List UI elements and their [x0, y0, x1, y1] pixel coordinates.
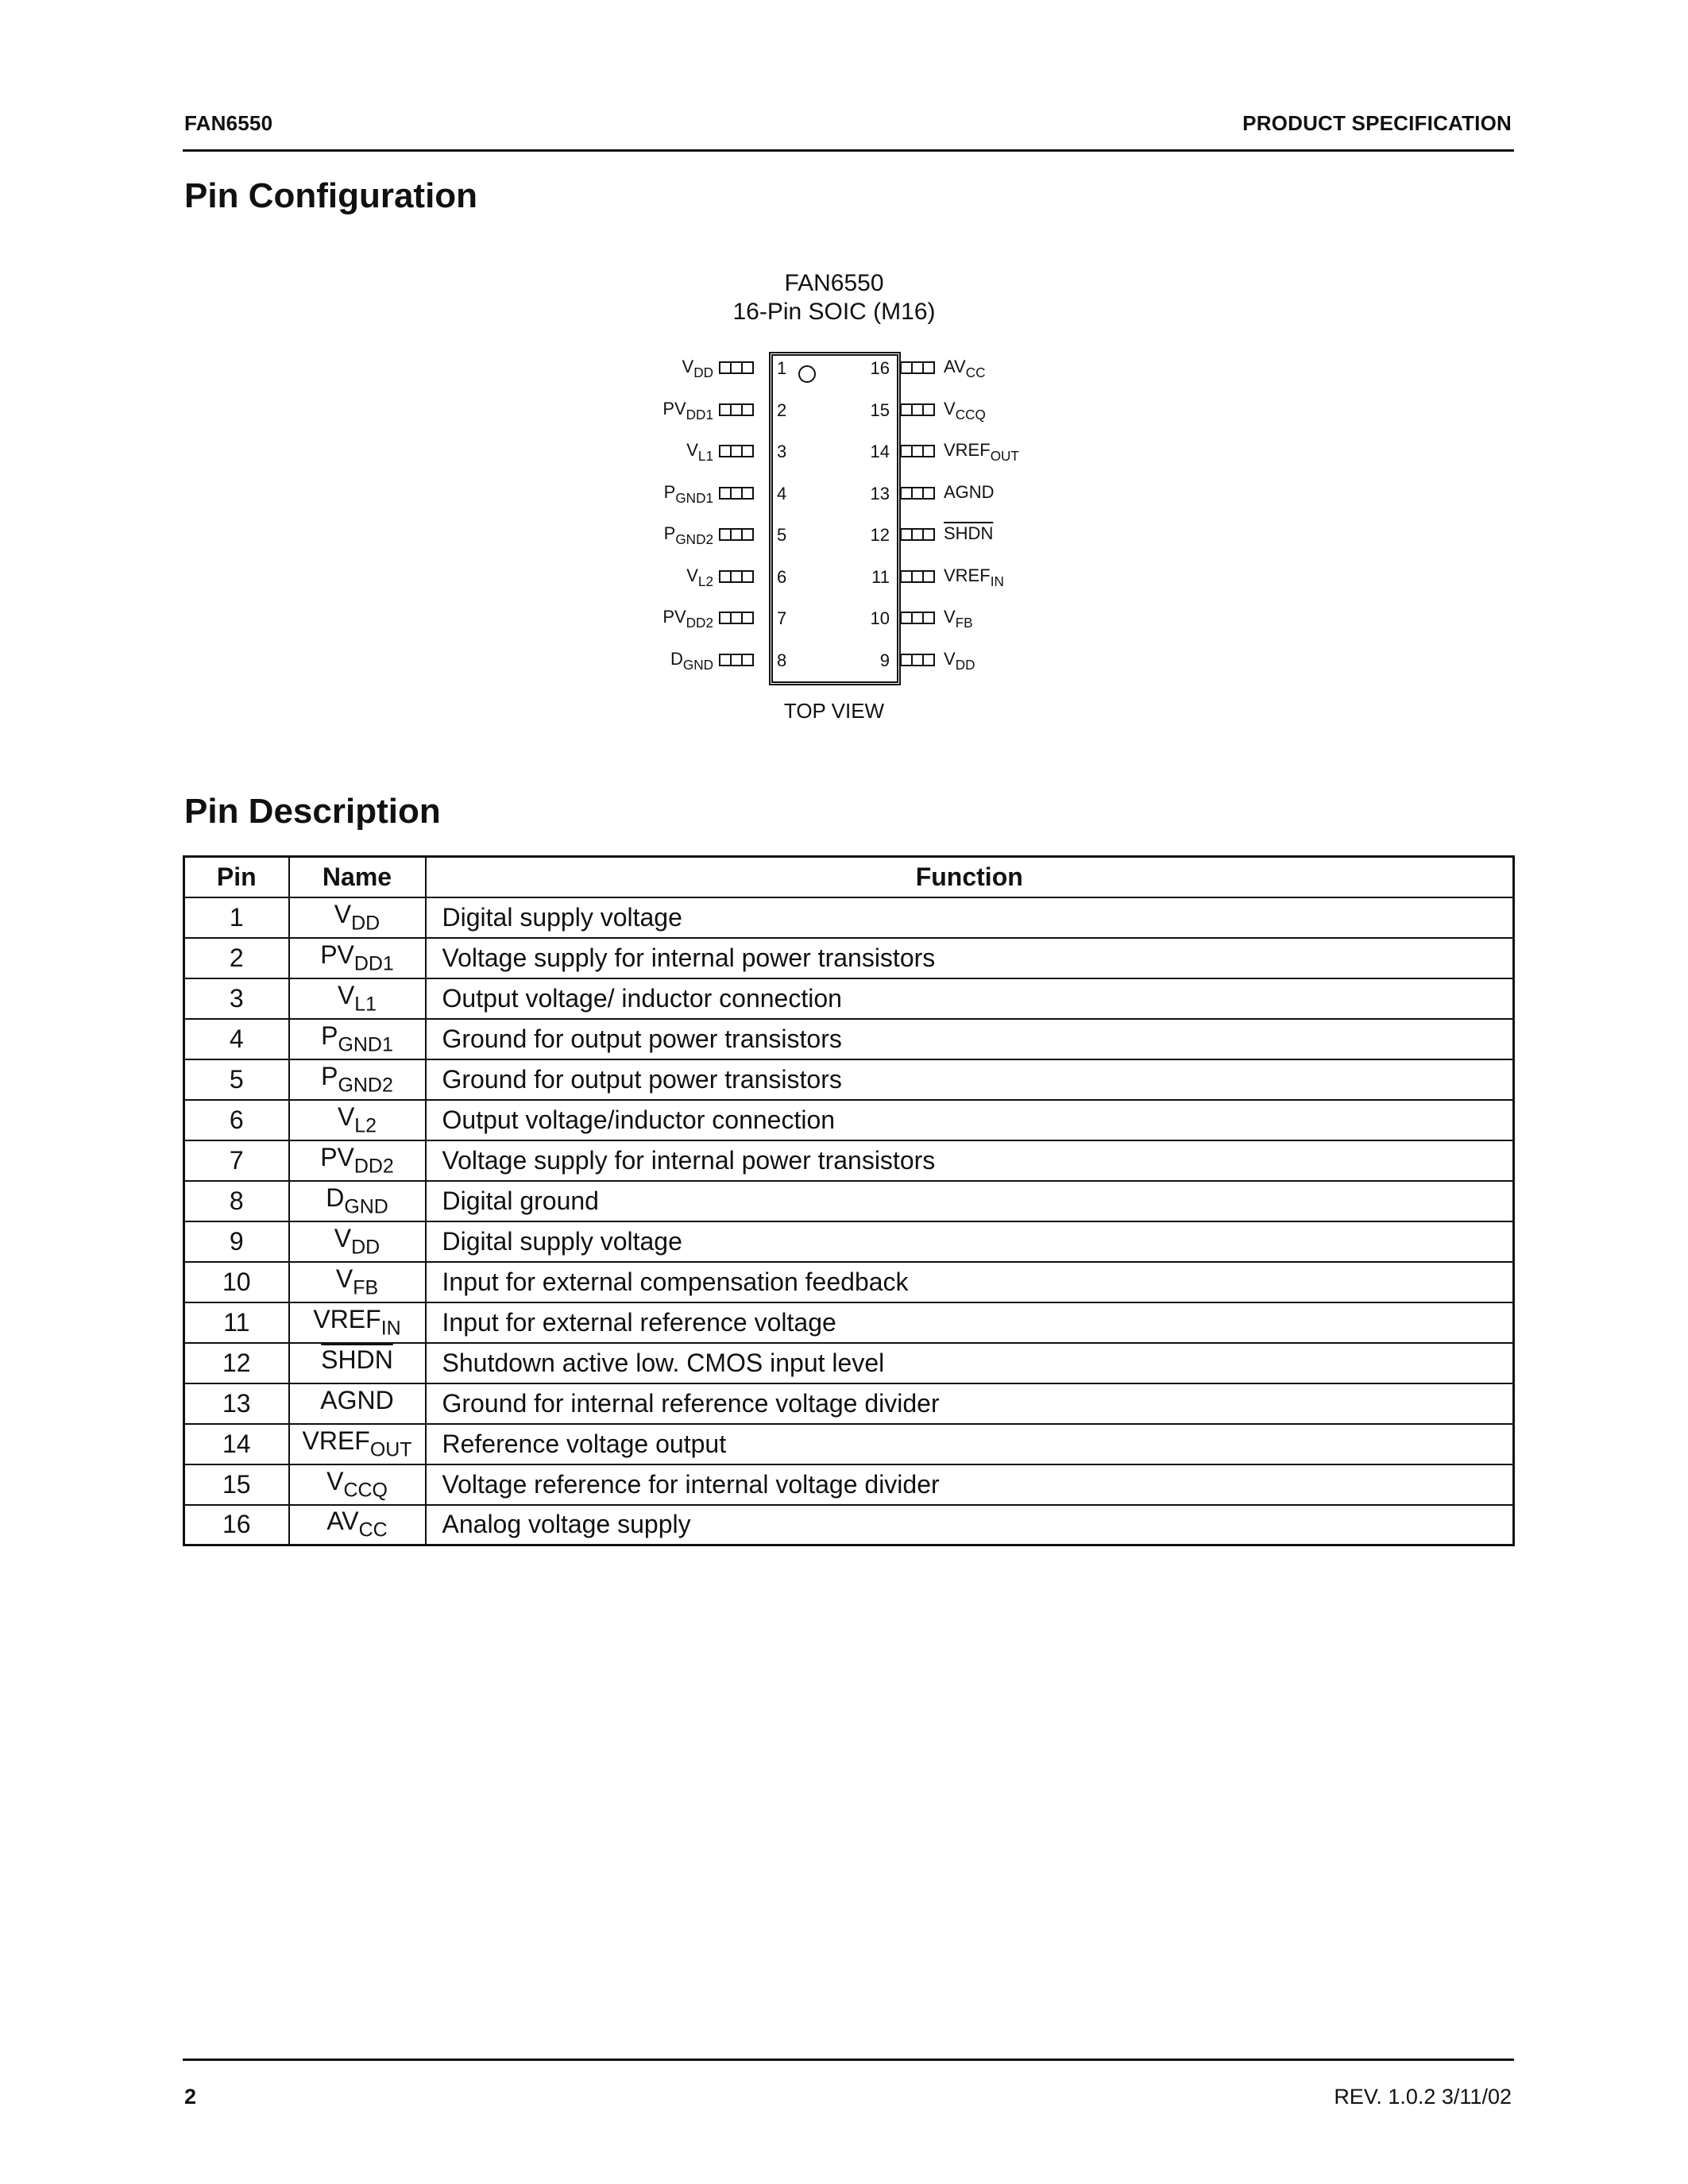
pin-name-subscript: GND [344, 1195, 388, 1218]
pin-name-base: V [326, 1466, 344, 1495]
table-row [184, 1221, 1514, 1262]
cell-pin-number: 5 [184, 1059, 289, 1100]
cell-pin-function: Output voltage/inductor connection [426, 1100, 1514, 1140]
page-number: 2 [184, 2085, 197, 2109]
pin-label-base: D [670, 648, 683, 669]
cell-pin-name [289, 1221, 426, 1262]
pin-label-subscript: DD [693, 365, 713, 380]
cell-pin-function: Digital supply voltage [426, 897, 1514, 938]
pin-number: 1 [777, 358, 787, 378]
table-body [184, 897, 1514, 1545]
pin-label [602, 523, 713, 548]
pin-label-subscript: DD1 [686, 406, 713, 423]
pin-label-subscript: GND1 [675, 489, 713, 506]
cell-pin-function: Input for external compensation feedback [426, 1262, 1514, 1302]
diagram-view-label: TOP VIEW [783, 699, 885, 723]
pin-label-subscript: L2 [697, 573, 713, 589]
table-row [184, 1140, 1514, 1181]
cell-pin-number: 11 [184, 1302, 289, 1343]
table-row [184, 1383, 1514, 1424]
diagram-package: 16-Pin SOIC (M16) [732, 299, 936, 325]
column-header-name: Name [289, 857, 426, 897]
table-row [184, 897, 1514, 938]
cell-pin-name [289, 1262, 426, 1302]
pin-label [944, 523, 993, 548]
cell-pin-name [289, 1383, 426, 1424]
column-header-pin: Pin [184, 857, 289, 897]
pin-lead [719, 445, 754, 457]
pin-number: 7 [777, 608, 787, 628]
cell-pin-name [289, 1100, 426, 1140]
pin-label-base: VREF [944, 565, 991, 585]
table-row [184, 1302, 1514, 1343]
cell-pin-name [289, 1343, 426, 1383]
cell-pin-name [289, 897, 426, 938]
cell-pin-number: 16 [184, 1505, 289, 1545]
header-doc-type: PRODUCT SPECIFICATION [1242, 111, 1512, 135]
pin-label-base: PV [662, 398, 686, 419]
cell-pin-function: Voltage supply for internal power transistors [426, 1140, 1514, 1181]
pin-description-table [183, 855, 1515, 1546]
pin-lead [900, 361, 935, 374]
pin-label-subscript: CCQ [955, 406, 986, 423]
pin-number: 4 [777, 483, 787, 504]
cell-pin-number: 10 [184, 1262, 289, 1302]
cell-pin-number: 14 [184, 1424, 289, 1464]
cell-pin-number: 7 [184, 1140, 289, 1181]
revision-label: REV. 1.0.2 3/11/02 [1334, 2085, 1512, 2109]
pin-lead [900, 487, 935, 500]
pin1-notch-icon [798, 365, 816, 383]
pin-lead [900, 570, 935, 583]
cell-pin-number: 1 [184, 897, 289, 938]
pin-name-base: P [321, 1061, 338, 1090]
pin-lead [900, 403, 935, 416]
table-row [184, 1343, 1514, 1383]
pin-label [602, 649, 713, 673]
cell-pin-function: Input for external reference voltage [426, 1302, 1514, 1343]
cell-pin-function: Voltage reference for internal voltage divider [426, 1464, 1514, 1505]
pin-label [944, 482, 995, 507]
pin-label-base: V [682, 357, 694, 376]
pin-number: 16 [870, 358, 890, 378]
cell-pin-name [289, 938, 426, 978]
pin-number: 14 [870, 442, 890, 461]
pin-number: 15 [870, 399, 890, 420]
pin-label [602, 565, 713, 590]
pin-lead [719, 403, 754, 416]
pin-lead [719, 612, 754, 624]
pin-label-subscript: L1 [697, 448, 713, 464]
table-header-row [184, 857, 1514, 897]
cell-pin-function: Ground for output power transistors [426, 1059, 1514, 1100]
cell-pin-function: Ground for output power transistors [426, 1019, 1514, 1059]
pin-lead [900, 654, 935, 666]
cell-pin-number: 13 [184, 1383, 289, 1424]
pin-number: 2 [777, 399, 787, 420]
pin-label [944, 357, 986, 381]
pin-number: 11 [871, 566, 890, 587]
table-row [184, 1262, 1514, 1302]
cell-pin-function: Digital ground [426, 1181, 1514, 1221]
ic-body [769, 352, 901, 685]
pin-label-base: SHDN [944, 523, 994, 543]
pin-label-base: AV [944, 357, 966, 376]
pin-label-subscript: FB [955, 615, 973, 631]
pin-number: 8 [777, 650, 787, 670]
pin-name-base: V [334, 899, 352, 928]
pin-name-subscript: GND1 [338, 1033, 393, 1056]
pin-label [944, 399, 986, 423]
pin-name-base: P [321, 1021, 338, 1050]
cell-pin-function: Shutdown active low. CMOS input level [426, 1343, 1514, 1383]
pin-name-base: AV [326, 1507, 359, 1536]
pin-label [944, 440, 1019, 465]
pin-label [602, 440, 713, 465]
pin-label-base: AGND [944, 481, 995, 502]
pin-label-base: V [686, 440, 698, 460]
pin-number: 12 [870, 525, 890, 545]
cell-pin-number: 4 [184, 1019, 289, 1059]
pin-name-subscript: CCQ [343, 1479, 388, 1502]
pin-name-subscript: DD [351, 1236, 380, 1259]
cell-pin-function: Reference voltage output [426, 1424, 1514, 1464]
pin-label [602, 399, 713, 423]
cell-pin-function: Digital supply voltage [426, 1221, 1514, 1262]
cell-pin-name [289, 1019, 426, 1059]
table-row [184, 1505, 1514, 1545]
table-row [184, 1424, 1514, 1464]
pin-name-base: V [337, 1102, 355, 1131]
pin-lead [900, 445, 935, 457]
cell-pin-number: 15 [184, 1464, 289, 1505]
pin-name-subscript: CC [358, 1519, 388, 1542]
pin-label-base: V [944, 648, 956, 669]
pin-name-base: SHDN [321, 1345, 393, 1374]
table-row [184, 1059, 1514, 1100]
pin-label-subscript: DD [955, 656, 975, 673]
header-rule [183, 149, 1514, 152]
pin-name-base: D [326, 1183, 345, 1212]
pin-lead [900, 612, 935, 624]
pin-label [602, 357, 713, 381]
pin-name-subscript: OUT [369, 1438, 412, 1461]
cell-pin-number: 2 [184, 938, 289, 978]
pin-label-subscript: GND [682, 656, 713, 673]
cell-pin-function: Voltage supply for internal power transistors [426, 938, 1514, 978]
pin-label-base: VREF [944, 440, 991, 460]
pin-label-base: P [663, 481, 676, 502]
table-row [184, 1181, 1514, 1221]
table-row [184, 1464, 1514, 1505]
pin-label [944, 649, 975, 673]
pin-name-subscript: FB [353, 1276, 379, 1299]
pin-label-subscript: OUT [990, 448, 1019, 464]
header-part-number: FAN6550 [184, 111, 273, 135]
pin-name-subscript: DD1 [353, 952, 394, 975]
cell-pin-number: 6 [184, 1100, 289, 1140]
cell-pin-function: Ground for internal reference voltage divider [426, 1383, 1514, 1424]
pin-lead [719, 570, 754, 583]
cell-pin-name [289, 1181, 426, 1221]
table-row [184, 978, 1514, 1019]
pin-name-subscript: L2 [354, 1114, 377, 1137]
pin-lead [719, 528, 754, 541]
cell-pin-number: 12 [184, 1343, 289, 1383]
pin-lead [719, 361, 754, 374]
pin-label-base: P [663, 523, 676, 543]
cell-pin-name [289, 1505, 426, 1545]
table-row [184, 1019, 1514, 1059]
pin-name-subscript: DD2 [353, 1155, 394, 1178]
pin-label [944, 607, 973, 631]
cell-pin-number: 8 [184, 1181, 289, 1221]
cell-pin-name [289, 1464, 426, 1505]
pin-name-base: V [337, 980, 355, 1009]
cell-pin-name [289, 1424, 426, 1464]
pin-number: 13 [870, 483, 890, 504]
pin-lead [719, 654, 754, 666]
pin-name-base: V [335, 1264, 353, 1293]
pin-label-subscript: GND2 [675, 531, 713, 547]
pin-label-subscript: IN [990, 573, 1004, 589]
pin-name-subscript: DD [351, 912, 380, 935]
pin-name-subscript: GND2 [338, 1074, 393, 1097]
pin-name-base: V [334, 1223, 352, 1252]
pin-label-base: PV [662, 607, 686, 627]
pin-label [602, 482, 713, 507]
pin-number: 5 [777, 525, 787, 545]
pin-label-subscript: CC [965, 365, 986, 380]
pin-lead [900, 528, 935, 541]
table-row [184, 938, 1514, 978]
pin-label [602, 607, 713, 631]
pin-label-base: V [944, 607, 956, 627]
footer-rule [183, 2059, 1514, 2061]
column-header-function: Function [426, 857, 1514, 897]
pin-configuration-title: Pin Configuration [184, 176, 478, 215]
pin-description-title: Pin Description [184, 792, 441, 831]
pin-name-base: PV [320, 1142, 354, 1171]
cell-pin-name [289, 1302, 426, 1343]
pin-number: 3 [777, 442, 787, 461]
cell-pin-function: Output voltage/ inductor connection [426, 978, 1514, 1019]
pin-lead [719, 487, 754, 500]
pin-name-base: VREF [302, 1426, 370, 1455]
pin-name-subscript: IN [380, 1317, 401, 1340]
pin-name-base: VREF [313, 1304, 381, 1333]
pin-label [944, 565, 1004, 590]
pin-name-base: AGND [320, 1385, 394, 1414]
cell-pin-name [289, 978, 426, 1019]
cell-pin-name [289, 1059, 426, 1100]
pin-label-base: V [944, 398, 956, 419]
cell-pin-function: Analog voltage supply [426, 1505, 1514, 1545]
pin-name-base: PV [320, 940, 354, 969]
pin-number: 10 [870, 608, 890, 628]
pin-number: 6 [777, 566, 787, 587]
pin-label-subscript: DD2 [686, 615, 713, 631]
pin-name-subscript: L1 [354, 993, 377, 1016]
cell-pin-name [289, 1140, 426, 1181]
cell-pin-number: 3 [184, 978, 289, 1019]
diagram-device-name: FAN6550 [784, 270, 884, 296]
pin-number: 9 [879, 650, 890, 670]
table-row [184, 1100, 1514, 1140]
pin-label-base: V [686, 565, 698, 585]
cell-pin-number: 9 [184, 1221, 289, 1262]
